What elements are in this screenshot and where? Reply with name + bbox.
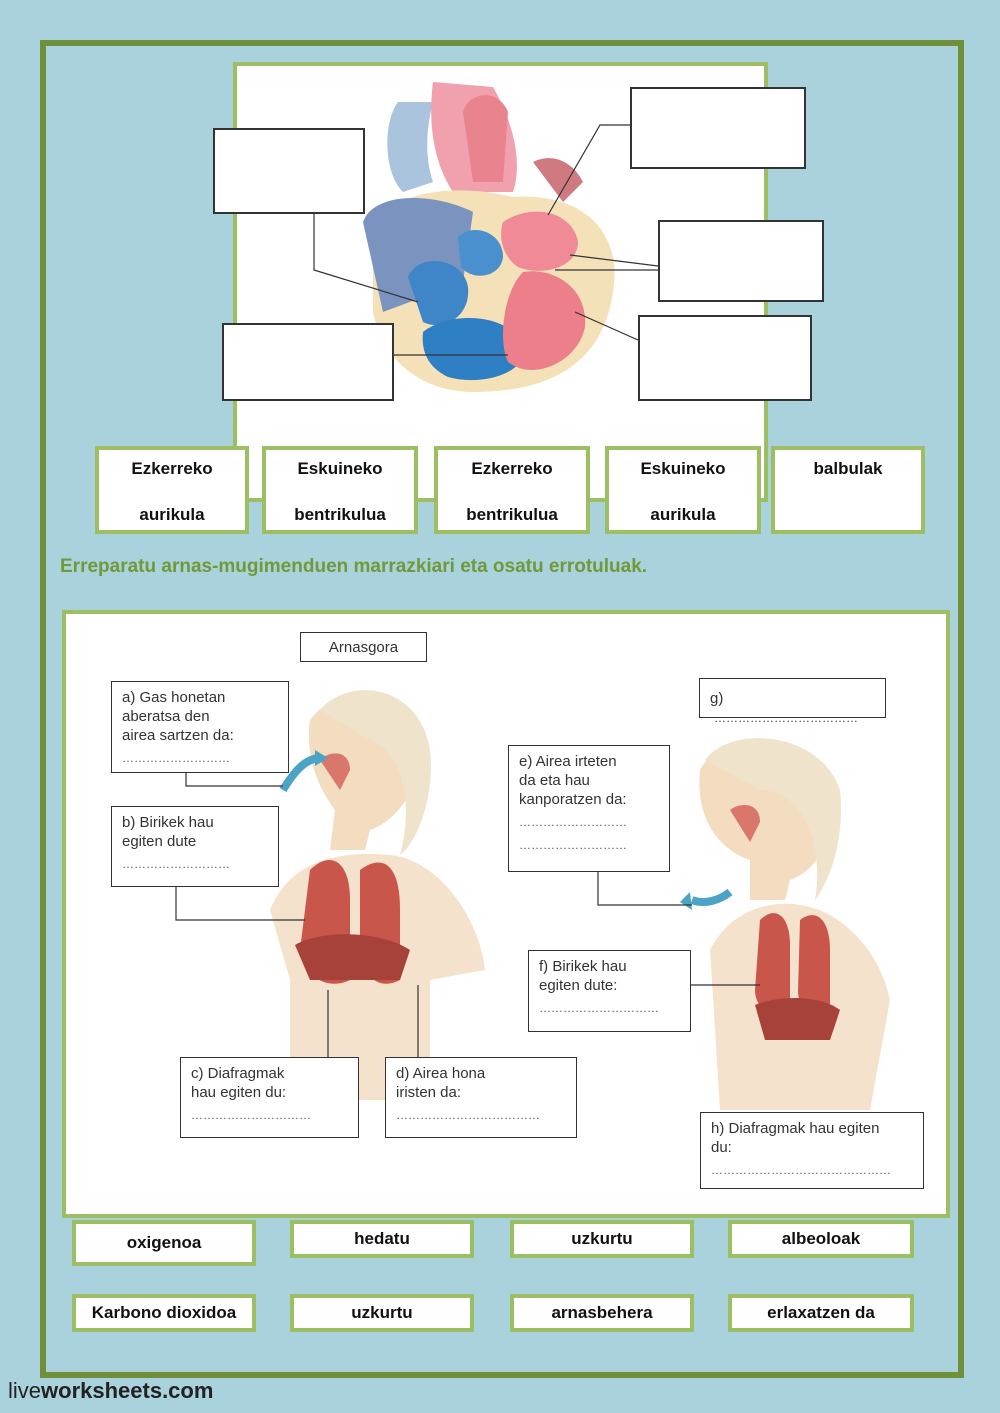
answer-pill-label: hedatu — [354, 1229, 410, 1248]
question-d-dots: ……………………………… — [396, 1108, 540, 1122]
word-card-3-line1: Ezkerreko — [471, 459, 553, 478]
answer-pill-erlaxatzen-da[interactable] — [728, 1294, 914, 1332]
question-c-box[interactable] — [180, 1057, 359, 1138]
word-card-4-line2: aurikula — [650, 505, 716, 524]
answer-pill-label: arnasbehera — [551, 1303, 653, 1322]
answer-pill-karbono-dioxidoa[interactable] — [72, 1294, 256, 1332]
answer-pill-label: uzkurtu — [351, 1303, 413, 1322]
question-f-box[interactable] — [528, 950, 691, 1032]
question-c-text: c) Diafragmak hau egiten du: — [191, 1065, 287, 1101]
question-e-text: e) Airea irteten da eta hau kanporatzen da: — [519, 753, 627, 808]
question-e-dots-1: ……………………… — [519, 815, 627, 829]
answer-pill-uzkurtu-2[interactable] — [290, 1294, 474, 1332]
question-f-dots: ………………………… — [539, 1001, 659, 1015]
liveworksheets-logo — [8, 1378, 213, 1404]
word-card-1-line1: Ezkerreko — [131, 459, 213, 478]
question-a-dots: ……………………… — [122, 751, 230, 765]
arnasgora-title — [300, 632, 427, 662]
word-card-1-line2: aurikula — [139, 505, 205, 524]
question-b-box[interactable] — [111, 806, 279, 887]
question-f-text: f) Birikek hau egiten dute: — [539, 958, 627, 994]
g-label: g) — [710, 690, 724, 707]
answer-pill-label: erlaxatzen da — [767, 1303, 875, 1322]
g-dots: ……………………………… — [714, 711, 858, 725]
question-e-box[interactable] — [508, 745, 670, 872]
question-b-text: b) Birikek hau egiten dute — [122, 814, 214, 850]
question-d-box[interactable] — [385, 1057, 577, 1138]
arnasgora-label: Arnasgora — [328, 639, 399, 656]
footer-prefix: live — [8, 1378, 42, 1403]
g-box[interactable] — [699, 678, 886, 725]
answer-pill-label: oxigenoa — [126, 1233, 202, 1252]
question-b-dots: ……………………… — [122, 857, 230, 871]
question-e-dots-2: ……………………… — [519, 838, 627, 852]
question-a-text: a) Gas honetan aberatsa den airea sartzen da: — [122, 689, 234, 744]
answer-pill-label: uzkurtu — [571, 1229, 633, 1248]
answer-pill-label: albeoloak — [781, 1229, 861, 1248]
answer-pill-hedatu[interactable] — [290, 1220, 474, 1258]
question-h-text: h) Diafragmak hau egiten du: — [711, 1120, 880, 1156]
question-d-text: d) Airea hona iristen da: — [396, 1065, 486, 1101]
word-card-2-line1: Eskuineko — [297, 459, 383, 478]
question-c-dots: ………………………… — [191, 1108, 311, 1122]
word-card-3-line2: bentrikulua — [466, 505, 558, 524]
question-a-box[interactable] — [111, 681, 289, 773]
answer-pill-arnasbehera[interactable] — [510, 1294, 694, 1332]
question-h-dots: ……………………………………… — [711, 1163, 891, 1177]
instruction-text: Erreparatu arnas-mugimenduen marrazkiari eta osatu errotuluak. — [60, 556, 648, 577]
answer-pill-uzkurtu-1[interactable] — [510, 1220, 694, 1258]
word-card-5-line1: balbulak — [813, 459, 883, 478]
answer-pill-label: Karbono dioxidoa — [91, 1303, 237, 1322]
word-card-4-line1: Eskuineko — [640, 459, 726, 478]
footer-brand: worksheets.com — [41, 1378, 214, 1403]
question-h-box[interactable] — [700, 1112, 924, 1189]
word-card-2-line2: bentrikulua — [294, 505, 386, 524]
answer-pill-oxigenoa[interactable] — [72, 1220, 256, 1266]
answer-pill-albeoloak[interactable] — [728, 1220, 914, 1258]
